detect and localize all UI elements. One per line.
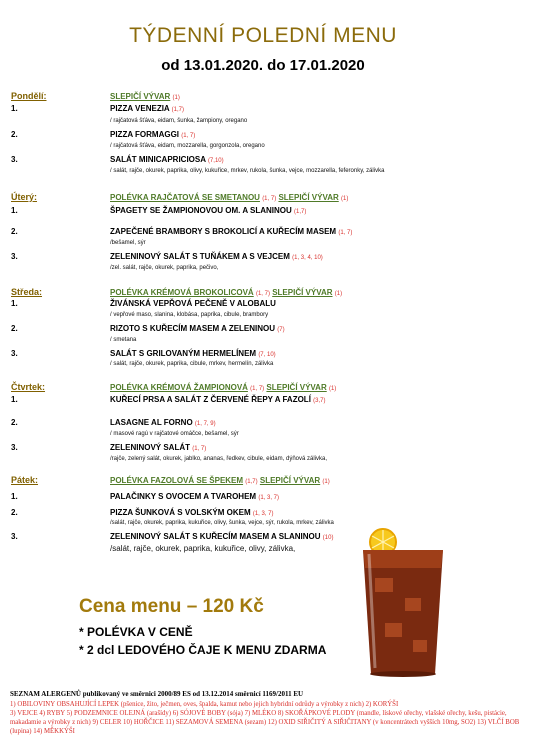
day-label-tuesday: Úterý: [11, 192, 38, 202]
meal-name: ZELENINOVÝ SALÁT S KUŘECÍM MASEM A SLANINOU (10) [110, 532, 334, 541]
meal-name: ZELENINOVÝ SALÁT S TUŇÁKEM A S VEJCEM (1, 3, 4, 10) [110, 252, 323, 261]
meal-name: ZAPEČENÉ BRAMBORY S BROKOLICÍ A KUŘECÍM MASEM (1, 7) [110, 227, 353, 236]
meal-number: 3. [11, 349, 18, 358]
meal-number: 2. [11, 508, 18, 517]
soup-monday [110, 92, 180, 101]
meal-name: PIZZA ŠUNKOVÁ S VOLSKÝM OKEM (1, 3, 7) [110, 508, 274, 517]
meal-description: / salát, rajče, okurek, paprika, olivy, kukuřice, mrkev, rukola, šunka, vejce, mozzarella, feferonky, zálivka [110, 168, 385, 174]
meal-name: ŠPAGETY SE ŽAMPIONOVOU OM. A SLANINOU (1,7) [110, 206, 307, 215]
meal-description: /rajče, zelený salát, okurek, jablko, ananas, ředkev, cibule, eidam, dýňová zálivka, [110, 456, 328, 462]
meal-name: LASAGNE AL FORNO (1, 7, 9) [110, 418, 216, 427]
meal-description: / vepřové maso, slanina, klobása, paprika, cibule, brambory [110, 312, 269, 318]
meal-number: 3. [11, 155, 18, 164]
meal-description: /bešamel, sýr [110, 240, 146, 246]
menu-price: Cena menu – 120 Kč [79, 596, 264, 617]
day-label-monday: Pondělí: [11, 91, 47, 101]
meal-name: SALÁT S GRILOVANÝM HERMELÍNEM (7, 10) [110, 349, 276, 358]
soup-friday: POLÉVKA FAZOLOVÁ SE ŠPEKEM (1,7) SLEPIČÍ VÝVAR (1) [110, 476, 330, 485]
soup-name: SLEPIČÍ VÝVAR [110, 92, 171, 101]
day-label-thursday: Čtvrtek: [11, 382, 46, 392]
day-label-wednesday: Středa: [11, 287, 43, 297]
meal-description: / smetana [110, 337, 137, 343]
allergen-list [10, 700, 538, 736]
meal-description: / salát, rajče, okurek, paprika, cibule, mrkev, hermelín, zálivka [110, 361, 274, 367]
day-label-friday: Pátek: [11, 475, 39, 485]
meal-name: PIZZA VENEZIA (1,7) [110, 104, 184, 113]
meal-number: 1. [11, 395, 18, 404]
meal-description: /salát, rajče, okurek, paprika, kukuřice, olivy, šunka, vejce, sýr, rukola, mrkev, zálivka [110, 520, 334, 526]
meal-number: 1. [11, 492, 18, 501]
meal-name: RIZOTO S KUŘECÍM MASEM A ZELENINOU (7) [110, 324, 285, 333]
meal-number: 3. [11, 532, 18, 541]
meal-name: ZELENINOVÝ SALÁT (1, 7) [110, 443, 207, 452]
meal-number: 2. [11, 130, 18, 139]
offer-note-soup: * POLÉVKA V CENĚ [79, 625, 193, 639]
meal-description: / rajčatová šťáva, eidam, mozzarella, gorgonzola, oregano [110, 143, 265, 149]
meal-number: 1. [11, 299, 18, 308]
meal-name: SALÁT MINICAPRICIOSA (7,10) [110, 155, 224, 164]
allergen-list-heading: SEZNAM ALERGENŮ publikovaný ve směrnici 2000/89 ES od 13.12.2014 směrnicí 1169/2011 EU [10, 690, 304, 698]
meal-number: 3. [11, 252, 18, 261]
allergen-line: 1) OBILOVINY OBSAHUJÍCÍ LEPEK (pšenice, žito, ječmen, oves, špalda, kamut nebo jejich hybridní odrůdy a výrobky z nich) 2) KORÝŠI [10, 701, 399, 708]
offer-note-tea: * 2 dcl LEDOVÉHO ČAJE K MENU ZDARMA [79, 643, 327, 657]
meal-number: 3. [11, 443, 18, 452]
meal-number: 1. [11, 104, 18, 113]
meal-number: 2. [11, 324, 18, 333]
meal-description: / rajčatová šťáva, eidam, šunka, žampiony, oregano [110, 118, 248, 124]
meal-name: KUŘECÍ PRSA A SALÁT Z ČERVENÉ ŘEPY A FAZOLÍ (3,7) [110, 395, 326, 404]
soup-allergens: (1) [172, 95, 180, 101]
allergen-line: 3) VEJCE 4) RYBY 5) PODZEMNICE OLEJNÁ (arašídy) 6) SÓJOVÉ BOBY (sója) 7) MLÉKO 8) SKOŘÁPKOVÉ PLODY (mandle, lískové ořechy, vlašské ořechy, kešu, pistácie, makadamie a výrobky z nich) 9) CELER 10) HOŘČICE 11) SEZAMOVÁ SEMENA (sezam) 12) OXID SIŘIČITÝ A SIŘIČITANY (v koncentrátech vyšších 10mg, SO2) 13) VLČÍ BOB (lupina) 14) MĚKKÝŠI [10, 710, 520, 735]
soup-tuesday: POLÉVKA RAJČATOVÁ SE SMETANOU (1, 7) SLEPIČÍ VÝVAR (1) [110, 193, 349, 202]
meal-name: PALAČINKY S OVOCEM A TVAROHEM (1, 3, 7) [110, 492, 280, 501]
meal-name: ŽIVÁNSKÁ VEPŘOVÁ PEČENĚ V ALOBALU [110, 299, 276, 308]
iced-tea-glass-illustration [355, 528, 455, 678]
soup-thursday: POLÉVKA KRÉMOVÁ ŽAMPIONOVÁ (1, 7) SLEPIČÍ VÝVAR (1) [110, 383, 337, 392]
meal-number: 2. [11, 227, 18, 236]
date-range: od 13.01.2020. do 17.01.2020 [161, 57, 365, 74]
meal-number: 2. [11, 418, 18, 427]
meal-number: 1. [11, 206, 18, 215]
meal-name: PIZZA FORMAGGI (1, 7) [110, 130, 196, 139]
meal-description: /zel. salát, rajče, okurek, paprika, pečivo, [110, 265, 219, 271]
soup-wednesday: POLÉVKA KRÉMOVÁ BROKOLICOVÁ (1, 7) SLEPIČÍ VÝVAR (1) [110, 288, 343, 297]
meal-description: / masové ragú v rajčatové omáčce, bešamel, sýr [110, 431, 239, 437]
meal-description: /salát, rajče, okurek, paprika, kukuřice, olivy, zálivka, [110, 544, 296, 553]
page-title: TÝDENNÍ POLEDNÍ MENU [129, 24, 397, 47]
